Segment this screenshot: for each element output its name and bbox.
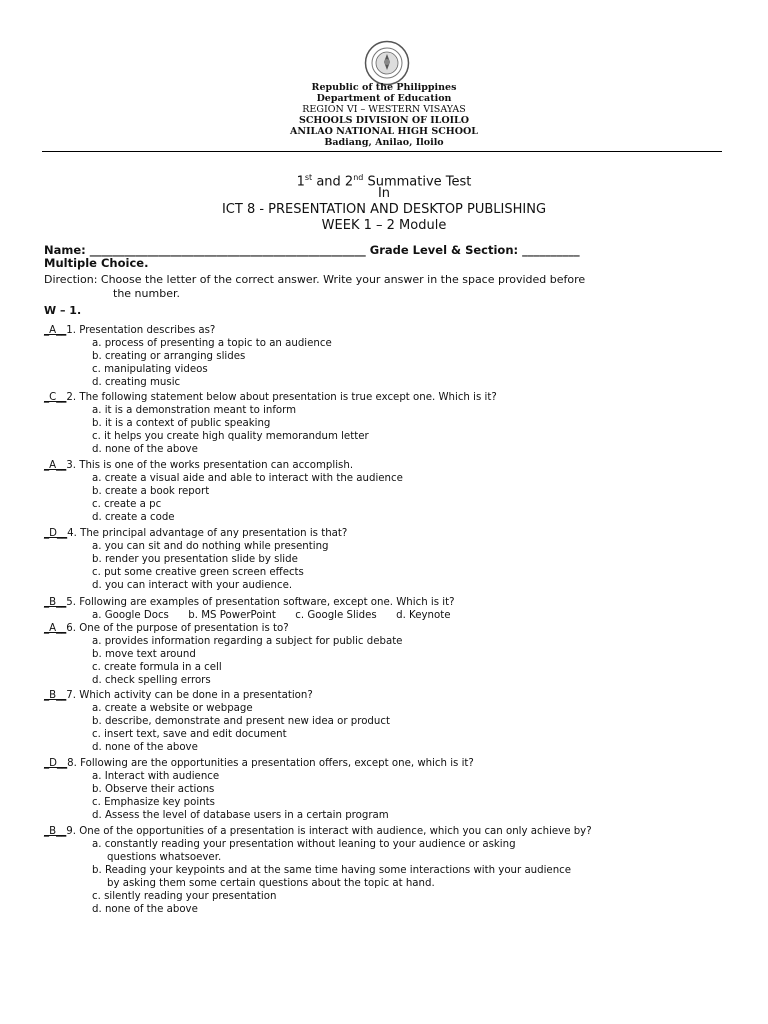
question-5: _B__5. Following are examples of presentation software, except one. Which is it? <box>44 597 455 608</box>
option: a. process of presenting a topic to an audience <box>92 338 332 349</box>
option: b. move text around <box>92 649 196 660</box>
option: b. creating or arranging slides <box>92 351 246 362</box>
name-field-line: Name: ________________________________________________ Grade Level & Section: __________ <box>44 243 580 257</box>
answer-9: _B__ <box>44 826 67 837</box>
option: d. creating music <box>92 377 181 388</box>
option: a. Interact with audience <box>92 771 220 782</box>
question-9: _B__9. One of the opportunities of a presentation is interact with audience, which you can only achieve by? <box>44 826 592 837</box>
option: d. none of the above <box>92 904 198 915</box>
option: c. manipulating videos <box>92 364 208 375</box>
answer-4: _D__ <box>44 528 68 539</box>
option-continued: questions whatsoever. <box>107 852 222 863</box>
option: a. create a visual aide and able to interact with the audience <box>92 473 403 484</box>
question-7: _B__7. Which activity can be done in a presentation? <box>44 690 313 701</box>
question-8: _D__8. Following are the opportunities a presentation offers, except one, which is it? <box>44 758 474 769</box>
option: c. it helps you create high quality memorandum letter <box>92 431 369 442</box>
option: d. you can interact with your audience. <box>92 580 293 591</box>
section-heading: Multiple Choice. <box>44 256 149 270</box>
header-department: Department of Education <box>316 93 452 104</box>
test-title-in: In <box>377 186 391 201</box>
option: c. create formula in a cell <box>92 662 222 673</box>
option: d. none of the above <box>92 742 198 753</box>
test-subject: ICT 8 - PRESENTATION AND DESKTOP PUBLISHING <box>221 202 547 217</box>
option-continued: by asking them some certain questions about the topic at hand. <box>107 878 435 889</box>
option: d. none of the above <box>92 444 198 455</box>
option: c. create a pc <box>92 499 162 510</box>
option: b. create a book report <box>92 486 210 497</box>
direction-text-cont: the number. <box>113 287 180 300</box>
test-title: 1st and 2nd Summative Test <box>296 173 472 190</box>
option: a. constantly reading your presentation without leaning to your audience or asking <box>92 839 516 850</box>
question-1: _A__1. Presentation describes as? <box>44 325 216 336</box>
header-school: ANILAO NATIONAL HIGH SCHOOL <box>290 126 478 137</box>
header-address: Badiang, Anilao, Iloilo <box>324 137 444 148</box>
header-division: SCHOOLS DIVISION OF ILOILO <box>299 115 469 126</box>
header-republic: Republic of the Philippines <box>311 82 457 93</box>
option: a. you can sit and do nothing while presenting <box>92 541 329 552</box>
option: a. it is a demonstration meant to inform <box>92 405 297 416</box>
answer-5: _B__ <box>44 597 67 608</box>
option: a. provides information regarding a subject for public debate <box>92 636 403 647</box>
question-3: _A__3. This is one of the works presentation can accomplish. <box>44 460 354 471</box>
option: a. Google Docs b. MS PowerPoint c. Google Slides d. Keynote <box>92 610 451 621</box>
answer-1: _A__ <box>44 325 67 336</box>
option: c. silently reading your presentation <box>92 891 277 902</box>
option: d. check spelling errors <box>92 675 211 686</box>
question-4: _D__4. The principal advantage of any presentation is that? <box>44 528 348 539</box>
answer-2: _C__ <box>44 392 67 403</box>
option: b. describe, demonstrate and present new idea or product <box>92 716 390 727</box>
answer-3: _A__ <box>44 460 67 471</box>
test-week: WEEK 1 – 2 Module <box>321 218 447 233</box>
option: b. render you presentation slide by slide <box>92 554 298 565</box>
answer-8: _D__ <box>44 758 68 769</box>
option: b. Observe their actions <box>92 784 215 795</box>
option: b. it is a context of public speaking <box>92 418 271 429</box>
option: c. put some creative green screen effects <box>92 567 304 578</box>
option: c. insert text, save and edit document <box>92 729 287 740</box>
answer-7: _B__ <box>44 690 67 701</box>
deped-seal-icon <box>364 40 410 86</box>
question-2: _C__2. The following statement below about presentation is true except one. Which is it? <box>44 392 497 403</box>
header-region: REGION VI – WESTERN VISAYAS <box>302 104 466 115</box>
answer-6: _A__ <box>44 623 67 634</box>
question-6: _A__6. One of the purpose of presentation is to? <box>44 623 289 634</box>
header-divider <box>42 151 722 152</box>
direction-text: Direction: Choose the letter of the correct answer. Write your answer in the space provided before <box>44 273 586 286</box>
option: a. create a website or webpage <box>92 703 253 714</box>
option: c. Emphasize key points <box>92 797 215 808</box>
week-label: W – 1. <box>44 304 82 317</box>
option: d. create a code <box>92 512 175 523</box>
option: b. Reading your keypoints and at the same time having some interactions with your audience <box>92 865 572 876</box>
option: d. Assess the level of database users in a certain program <box>92 810 389 821</box>
